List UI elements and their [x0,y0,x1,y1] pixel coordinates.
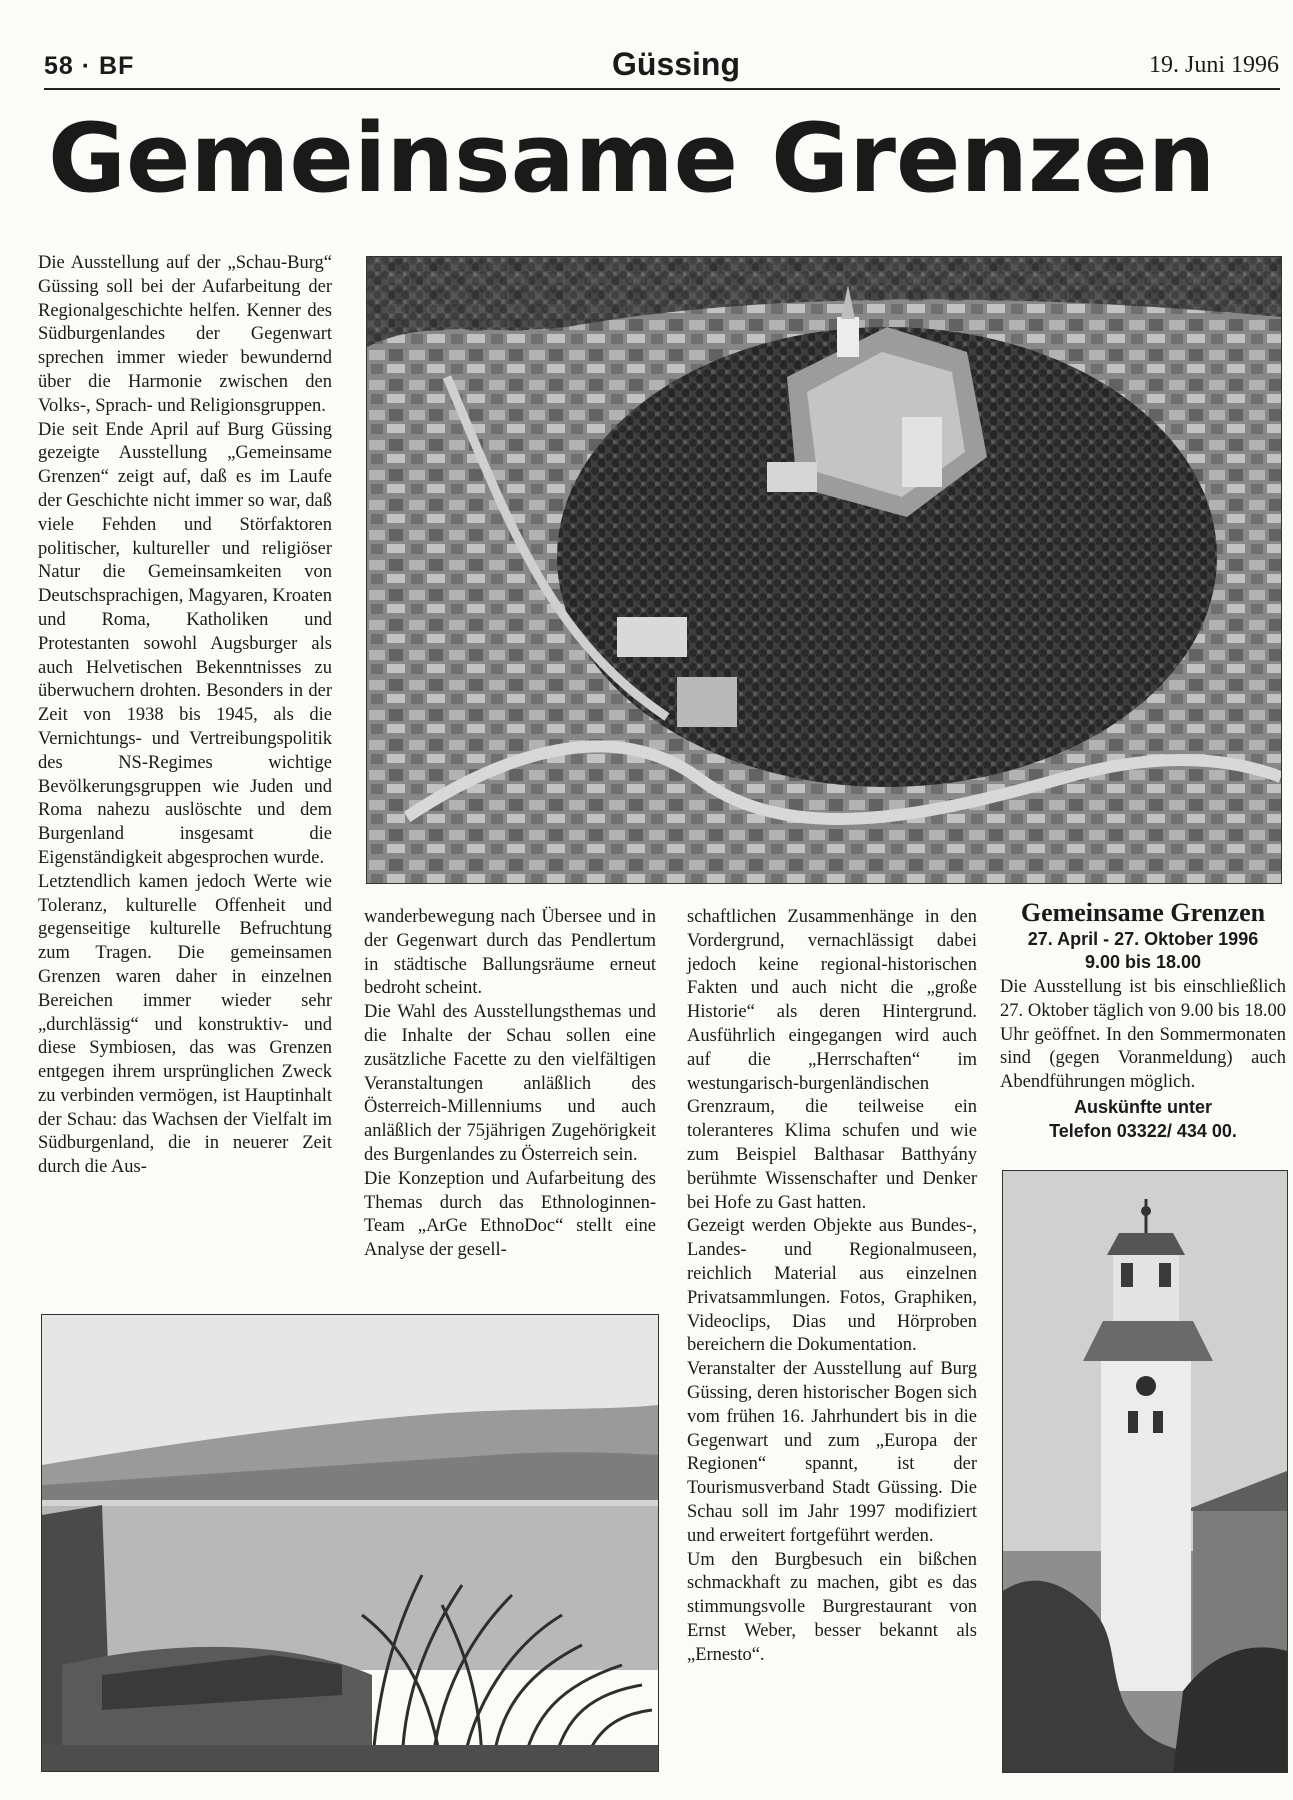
aerial-castle-photo [366,256,1282,884]
church-tower-photo [1002,1170,1288,1773]
paragraph: schaftlichen Zusammenhänge in den Vordergrund, vernachlässigt dabei jedoch keine regional-historischen Fakten und auch nicht die „große Historie“ als deren Hintergrund. Ausführlich eingegangen wird auch auf die „Herrschaften“ im westungarisch-burgenländischen Grenzraum, die teilweise ein toleranteres Klima schufen und wie zum Beispiel Balthasar Batthyány berühmte Wissenschafter und Denker bei Hofe zu Gast hatten. [687,907,977,1213]
page-number-section: 58 · BF [44,52,135,80]
header-rule [44,88,1280,90]
paragraph: Die Ausstellung auf der „Schau-Burg“ Güssing soll bei der Aufarbeitung der Regionalgeschichte helfen. Kenner des Südburgenlandes der Gegenwart sprechen immer wieder bewundernd über die Harmonie zwischen den Volks-, Sprach- und Religionsgruppen. [38,253,332,416]
paragraph: Letztendlich kamen jedoch Werte wie Toleranz, kulturelle Offenheit und gegenseitige kulturelle Befruchtung zum Tragen. Die gemeinsamen Grenzen waren daher in einzelnen Bereichen immer wieder sehr „durchlässig“ und konstruktiv- und diese Symbiosen, das was Grenzen entgegen ihrem ursprünglichen Zweck zu verbinden vermögen, ist Hauptinhalt der Schau: das Wachsen der Vielfalt im Südburgenland, die in neuerer Zeit durch die Aus- [38,871,332,1178]
paragraph: wanderbewegung nach Übersee und in der Gegenwart durch das Pendlertum in städtische Ballungsräume erneut bedroht scheint. [364,907,656,999]
section-title: Güssing [612,46,741,82]
article-column-2 [364,906,656,1263]
paragraph: Veranstalter der Ausstellung auf Burg Güssing, deren historischer Bogen sich vom frühen 16. Jahrhundert bis in die Gegenwart und zum „Europa der Regionen“ spannt, ist der Tourismusverband Stadt Güssing. Die Schau soll im Jahr 1997 modifiziert und erweitert fortgeführt werden. [687,1359,977,1546]
paragraph: Um den Burgbesuch ein bißchen schmackhaft zu machen, gibt es das stimmungsvolle Burgrestaurant von Ernst Weber, besser bekannt als „Ernesto“. [687,1549,977,1665]
article-column-3 [687,906,977,1668]
exhibition-info-box [1000,898,1286,1143]
paragraph: Die seit Ende April auf Burg Güssing gezeigte Ausstellung „Gemeinsame Grenzen“ zeigt auf, daß es im Laufe der Geschichte nicht immer so war, daß viele Fehden und Störfaktoren politischer, kultureller und religiöser Natur die Gemeinsamkeiten von Deutschsprachigen, Magyaren, Kroaten und Roma, Katholiken und Protestanten sowohl Augsburger als auch Helvetischen Bekenntnisses zu überwuchern drohten. Besonders in der Zeit von 1938 bis 1945, als die Vernichtungs- und Vertreibungspolitik des NS-Regimes wichtige Bevölkerungsgruppen wie Juden und Roma nahezu auslöschte und dem Burgenland insgesamt die Eigenständigkeit abgesprochen wurde. [38,419,332,868]
info-title: Gemeinsame Grenzen [1020,898,1266,927]
paragraph: Die Wahl des Ausstellungsthemas und die Inhalte der Schau sollen eine zusätzliche Facette zu den vielfältigen Veranstaltungen anläßlich des Österreich-Millenniums und auch anläßlich der 75jährigen Zugehörigkeit des Burgenlandes zu Österreich sein. [364,1002,656,1165]
contact-phone: Telefon 03322/ 434 00. [1049,1120,1237,1141]
paragraph: Gezeigt werden Objekte aus Bundes-, Landes- und Regionalmuseen, reichlich Material aus einzelnen Privatsammlungen. Fotos, Graphiken, Videoclips, Dias und Hörproben bereichern die Dokumentation. [687,1216,977,1356]
info-dates: 27. April - 27. Oktober 1996 [1027,929,1259,949]
info-body: Die Ausstellung ist bis einschließlich 27. Oktober täglich von 9.00 bis 18.00 Uhr geöffnet. In den Sommermonaten sind (gegen Voranmeldung) auch Abendführungen möglich. [1000,977,1286,1093]
lake-photo [41,1314,659,1772]
headline: Gemeinsame Grenzen [48,104,1216,214]
paragraph: Die Konzeption und Aufarbeitung des Themas durch das Ethnologinnen-Team „ArGe EthnoDoc“ stellt eine Analyse der gesell- [364,1168,656,1261]
issue-date: 19. Juni 1996 [1148,52,1279,78]
article-column-1 [38,252,332,1180]
contact-label: Auskünfte unter [1073,1096,1212,1117]
info-hours: 9.00 bis 18.00 [1084,952,1202,972]
